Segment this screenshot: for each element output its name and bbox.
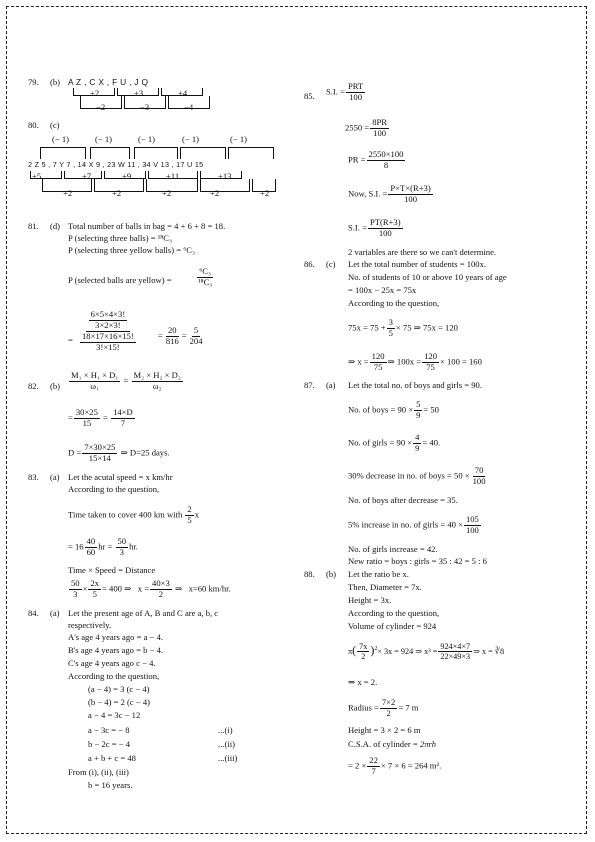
q83-option: (a) [50, 472, 60, 482]
q88-line: Height = 3 × 2 = 6 m [348, 725, 421, 735]
q84-line: According to the question, [68, 671, 160, 681]
q86-line: = 100x − 25x = 75x [348, 285, 417, 295]
q80-bracket [40, 147, 86, 159]
q87-line: 5% increase in no. of girls = 40 × $\frac{105}{100}$ [348, 514, 479, 535]
q86-line: ⇒ x = $\frac{120}{75}$ ⇒ 100x = $\frac{120}{75}$ × 100 = 160 [348, 351, 482, 372]
q85-number: 85. [304, 91, 315, 101]
q82-step: = $\frac{30\times 25}{15}$ = $\frac{14\times D}{7}$ [68, 407, 133, 428]
q81-equals: = [68, 335, 73, 345]
q80-bottom-label: +2 [162, 188, 172, 198]
q82-option: (b) [50, 381, 61, 391]
q87-line: 30% decrease in no. of boys = 50 × $\frac{70}{100}$ [348, 465, 486, 486]
q88-line: Height = 3x. [348, 595, 392, 605]
q85-line: 2 variables are there so we can't determine. [348, 247, 497, 257]
q82-formula: $\frac{\text{M₁ × H₁ × D₁}}{\text{ω₁}}$ = $\frac{\text{M₂ × H₂ × D₂}}{\text{ω₂}}$ [71, 370, 181, 391]
q80-number: 80. [28, 120, 39, 130]
q80-top-label: (− 1) [182, 134, 200, 144]
q83-line: Time taken to cover 400 km with $\frac{2}{5}$ x [68, 504, 200, 525]
q80-bottom-label: +2 [112, 188, 122, 198]
q82-answer: D = $\frac{7\times 30\times 25}{15\times 14}$ ⇒ D=25 days. [68, 442, 170, 463]
q83-line: = 16 $\frac{40}{60}$ hr = $\frac{50}{3}$ hr. [68, 536, 138, 557]
q88-line: = 2 × $\frac{22}{7}$ × 7 × 6 = 264 m². [348, 755, 442, 776]
q79-option: (b) [50, 77, 61, 87]
q79-sequence: A Z , C X , F U , J Q [68, 77, 149, 87]
q86-option: (c) [326, 259, 336, 269]
q80-bottom-label: +2 [63, 188, 73, 198]
q80-top-label: (− 1) [52, 134, 70, 144]
q87-line: No. of girls = 90 × $\frac{4}{9}$ = 40. [348, 432, 441, 453]
q82-number: 82. [28, 381, 39, 391]
q86-number: 86. [304, 259, 315, 269]
q80-mid-label: +5 [32, 171, 42, 181]
q81-line: P (selecting three balls) = ¹⁸C₃ [68, 233, 173, 243]
q80-top-label: (− 1) [138, 134, 156, 144]
q80-mid-label: +7 [82, 171, 92, 181]
q84-line: (b − 4) = 2 (c − 4) [88, 697, 151, 707]
q79-bottom-label: −2 [96, 102, 106, 112]
q84-line: A's age 4 years ago = a − 4. [68, 632, 164, 642]
q79-bottom-label: −4 [184, 102, 194, 112]
q84-line: C's age 4 years ago c − 4. [68, 658, 156, 668]
q80-sequence: 2 Z 5 , 7 Y 7 , 14 X 9 , 23 W 11 , 34 V 13 , 17 U 15 [28, 160, 204, 169]
q79-top-label: +4 [178, 88, 188, 98]
q80-mid-label: +9 [122, 171, 132, 181]
q85-line: Now, S.I. = $\frac{P\times T\times(R+3)}{100}$ [348, 183, 431, 204]
q84-line: B's age 4 years ago = b − 4. [68, 645, 164, 655]
q87-option: (a) [326, 380, 336, 390]
q83-line: Time × Speed = Distance [68, 565, 156, 575]
q88-line: Volume of cylinder = 924 [348, 621, 437, 631]
q81-line: Total number of balls in bag = 4 + 6 + 8 = 18. [68, 221, 226, 231]
q86-line: No. of students of 10 or above 10 years of age [348, 272, 507, 282]
q86-line: Let the total number of students = 100x. [348, 259, 487, 269]
q84-line: From (i), (ii), (iii) [68, 767, 129, 777]
q88-line: According to the question, [348, 608, 440, 618]
q88-number: 88. [304, 569, 315, 579]
q88-option: (b) [326, 569, 337, 579]
q80-top-label: (− 1) [230, 134, 248, 144]
q81-number: 81. [28, 221, 39, 231]
q84-line: a − 4 = 3c − 12 [88, 710, 141, 720]
q84-eq-ref: ...(i) [218, 725, 233, 735]
q84-line: a − 3c = − 8 [88, 725, 130, 735]
q80-bracket [90, 147, 130, 159]
q86-line: 75x = 75 + $\frac{3}{5}$ × 75 ⇒ 75x = 120 [348, 317, 458, 338]
q85-line: 2550 = $\frac{8PR}{100}$ [345, 117, 387, 138]
q84-line: (a − 4) = 3 (c − 4) [88, 684, 150, 694]
q80-option: (c) [50, 120, 60, 130]
q79-number: 79. [28, 77, 39, 87]
q84-line: b − 2c = − 4 [88, 739, 130, 749]
q81-result: = $\frac{20}{816}$ = $\frac{5}{204}$ [158, 325, 203, 346]
q81-line: P (selecting three yellow balls) = ⁶C₃ [68, 245, 195, 255]
q87-line: No. of boys = 90 × $\frac{5}{9}$ = 50 [348, 399, 439, 420]
q88-line: Radius = $\frac{7\times 2}{2}$ = 7 m [348, 697, 419, 718]
q84-eq-ref: ...(iii) [218, 753, 238, 763]
q83-number: 83. [28, 472, 39, 482]
q83-line: Let the acutal speed = x km/hr [68, 472, 173, 482]
q86-line: According to the question, [348, 298, 440, 308]
q80-mid-label: +11 [166, 171, 180, 181]
q88-line: Then, Diameter = 7x. [348, 582, 422, 592]
q84-line: a + b + c = 48 [88, 753, 136, 763]
q80-top-label: (− 1) [95, 134, 113, 144]
q87-number: 87. [304, 380, 315, 390]
q80-bracket [200, 179, 250, 192]
q87-line: Let the total no. of boys and girls = 90. [348, 380, 482, 390]
q80-bracket [146, 179, 198, 192]
q83-line: According to the question, [68, 484, 160, 494]
q80-bottom-label: +2 [210, 188, 220, 198]
q80-bracket [228, 147, 274, 159]
q79-top-label: +3 [134, 88, 144, 98]
q83-line: $\frac{50}{3}$ × $\frac{2x}{5}$ = 400 ⇒ x = $\frac{40\times 3}{2}$ ⇒ x=60 km/hr. [71, 578, 231, 599]
q84-number: 84. [28, 608, 39, 618]
q88-line: C.S.A. of cylinder = 2πrh [348, 739, 437, 749]
q84-line: b = 16 years. [88, 780, 133, 790]
q81-big-fraction: $\frac{\frac{6\times 5\times 4\times 3!}{3\times 2\times 3!}}{\frac{18\times 17\times 16\times 15!}{3!\times 15!}}$ [82, 309, 134, 352]
q81-fraction: $\frac{\text{⁶C₃}}{\text{¹⁸C₃}}$ [198, 266, 213, 287]
q84-option: (a) [50, 608, 60, 618]
q84-eq-ref: ...(ii) [218, 739, 235, 749]
q88-line: π( $\frac{7x}{2}$ )$^2$× 3x = 924 ⇒ x³ = $\frac{924\times 4\times 7}{22\times 49\times 3}$ ⇒ x = ∛8 [348, 642, 505, 662]
q88-line: ⇒ x = 2. [348, 677, 378, 687]
q85-line: S.I. = $\frac{\text{PRT}}{100}$ [326, 81, 364, 102]
q81-line: P (selected balls are yellow) = [68, 275, 172, 285]
q80-bottom-label: +2 [260, 188, 270, 198]
q85-line: S.I. = $\frac{PT(R+3)}{100}$ [348, 217, 401, 238]
q84-line: Let the present age of A, B and C are a, b, c [68, 608, 219, 618]
q79-top-label: +2 [90, 88, 100, 98]
q85-line: PR = $\frac{2550\times 100}{8}$ [348, 149, 404, 170]
q80-bracket [180, 147, 226, 159]
q79-bottom-label: −3 [140, 102, 150, 112]
q87-line: New ratio = boys : girls = 35 : 42 = 5 : 6 [348, 556, 487, 566]
q87-line: No. of boys after decrease = 35. [348, 495, 458, 505]
q88-line: Let the ratio be x. [348, 569, 409, 579]
q80-bracket [134, 147, 178, 159]
q87-line: No. of girls increase = 42. [348, 544, 438, 554]
q80-mid-label: +13 [218, 171, 232, 181]
q81-option: (d) [50, 221, 61, 231]
q84-line: respectively. [68, 620, 112, 630]
